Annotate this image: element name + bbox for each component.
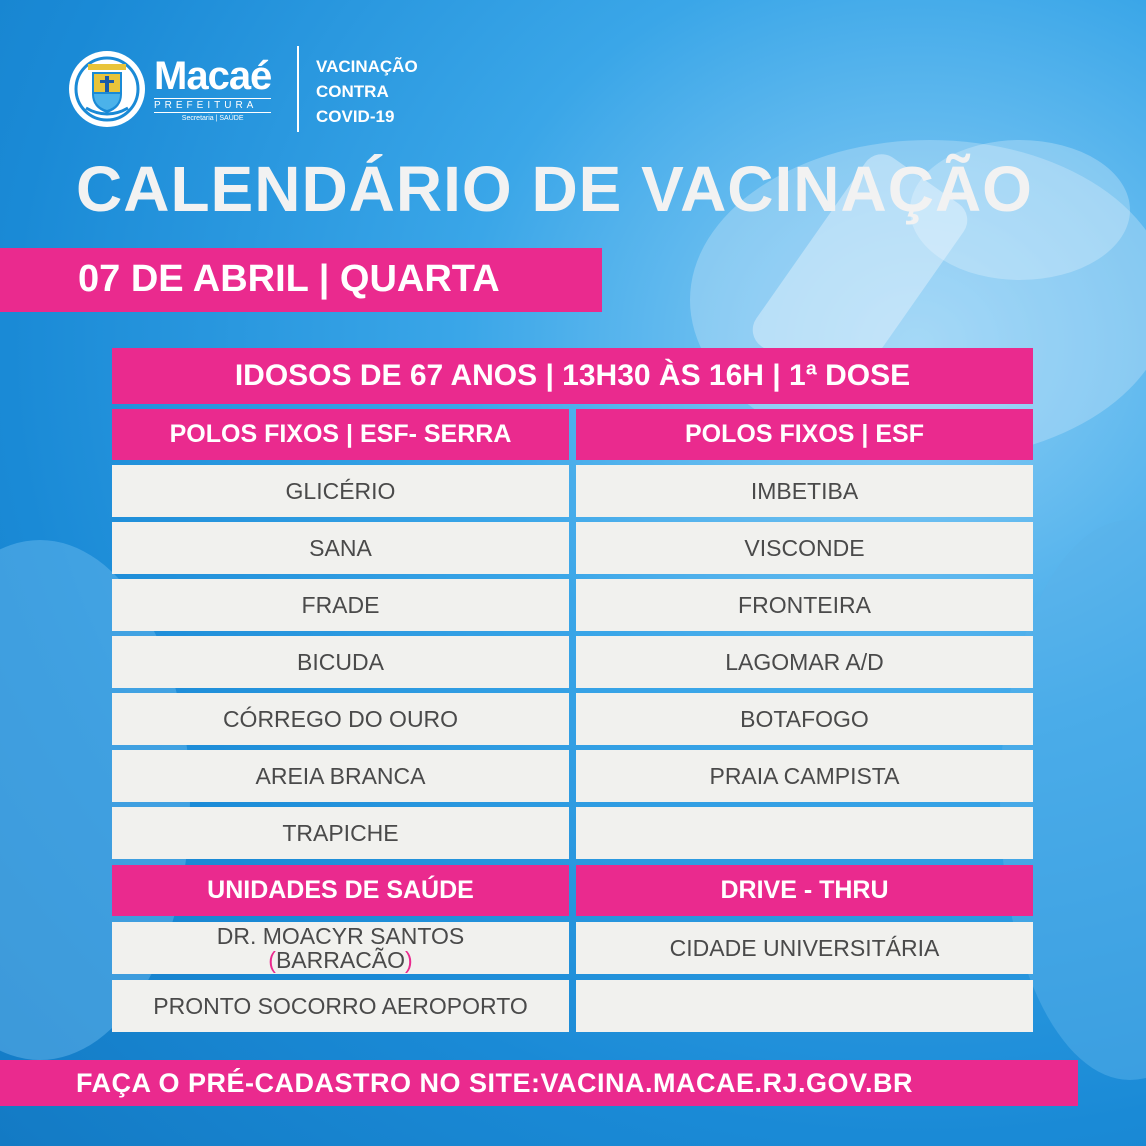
paren-open: ( (268, 947, 276, 973)
right-polo-cell: PRAIA CAMPISTA (576, 750, 1033, 802)
brand-name: Macaé (154, 54, 272, 98)
units-header: UNIDADES DE SAÚDE (112, 865, 569, 916)
campaign-label (316, 54, 418, 129)
unit-cell-2: PRONTO SOCORRO AEROPORTO (112, 980, 569, 1032)
left-polo-cell: CÓRREGO DO OURO (112, 693, 569, 745)
campaign-line-3: COVID-19 (316, 107, 395, 126)
left-column-header: POLOS FIXOS | ESF- SERRA (112, 409, 569, 460)
date-text: 07 DE ABRIL | QUARTA (78, 258, 500, 300)
unit-1-name: BARRACÃO (275, 947, 406, 973)
unit-cell-1 (112, 922, 569, 974)
left-polo-cell: GLICÉRIO (112, 465, 569, 517)
header-divider (297, 46, 299, 132)
macae-logo (68, 50, 271, 128)
right-polo-cell: FRONTEIRA (576, 579, 1033, 631)
pre-registration-footer: FAÇA O PRÉ-CADASTRO NO SITE:VACINA.MACAE.RJ.GOV.BR (0, 1060, 1078, 1106)
left-polo-cell: SANA (112, 522, 569, 574)
paren-close: ) (405, 947, 413, 973)
left-polo-cell: BICUDA (112, 636, 569, 688)
campaign-line-1: VACINAÇÃO (316, 57, 418, 76)
left-polo-cell: AREIA BRANCA (112, 750, 569, 802)
left-polo-cell: FRADE (112, 579, 569, 631)
unit-1-line-1: DR. MOACYR SANTOS (216, 923, 465, 949)
drive-thru-header: DRIVE - THRU (576, 865, 1033, 916)
page-title: CALENDÁRIO DE VACINAÇÃO (76, 153, 1033, 225)
campaign-line-2: CONTRA (316, 82, 389, 101)
right-column-header: POLOS FIXOS | ESF (576, 409, 1033, 460)
right-polo-cell: VISCONDE (576, 522, 1033, 574)
right-polo-cell: IMBETIBA (576, 465, 1033, 517)
right-polo-cell: BOTAFOGO (576, 693, 1033, 745)
brand-subtitle: PREFEITURA (154, 98, 271, 113)
schedule-banner: IDOSOS DE 67 ANOS | 13H30 ÀS 16H | 1ª DOSE (112, 348, 1033, 404)
drive-cell-2 (576, 980, 1033, 1032)
drive-cell-1: CIDADE UNIVERSITÁRIA (576, 922, 1033, 974)
left-polo-cell: TRAPICHE (112, 807, 569, 859)
city-seal-icon (68, 50, 146, 128)
unit-1-line-2 (268, 948, 412, 972)
right-polo-cell (576, 807, 1033, 859)
brand-secretary: Secretaria | SAÚDE (181, 115, 244, 122)
right-polo-cell: LAGOMAR A/D (576, 636, 1033, 688)
brand-text (154, 56, 271, 122)
